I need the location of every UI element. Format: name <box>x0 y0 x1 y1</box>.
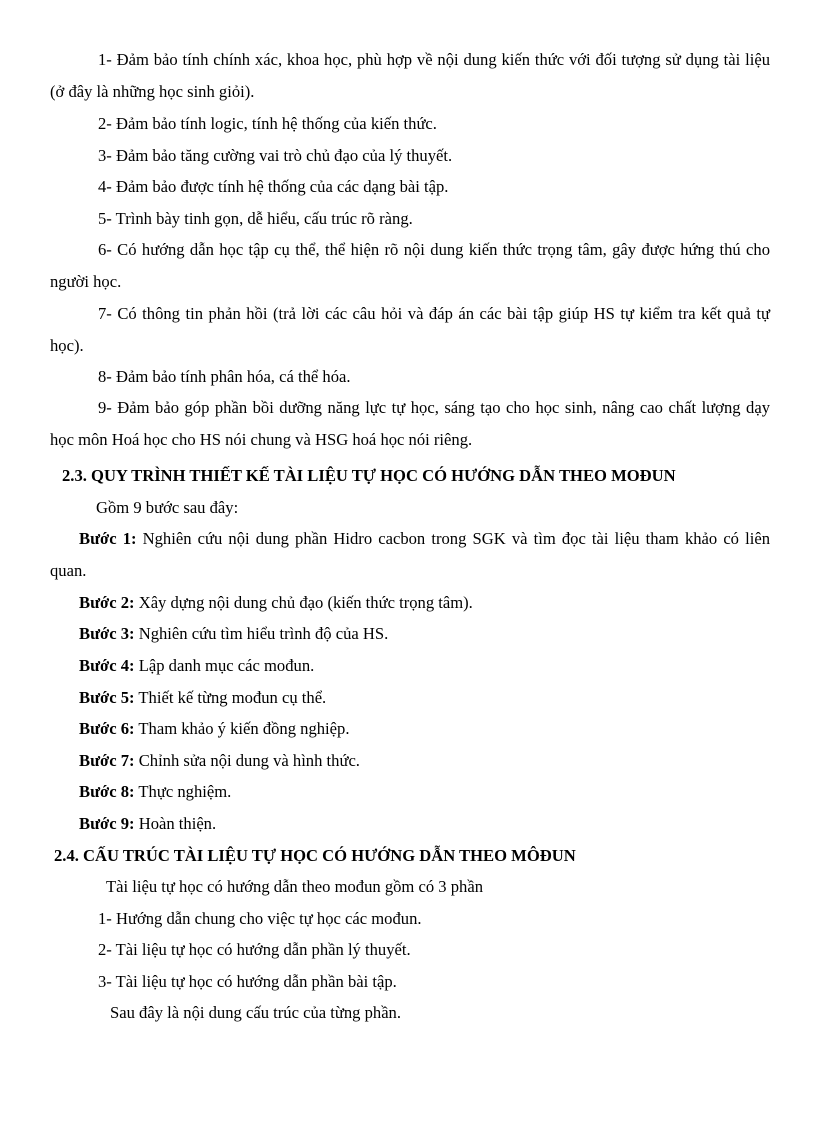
step-9 <box>79 808 216 840</box>
criterion-8: 8- Đảm bảo tính phân hóa, cá thể hóa. <box>98 367 351 386</box>
step-label: Bước 5: <box>79 688 135 707</box>
step-text: Xây dựng nội dung chủ đạo (kiến thức trọng tâm). <box>134 593 473 612</box>
step-text: Nghiên cứu tìm hiểu trình độ của HS. <box>134 624 389 643</box>
criterion-3: 3- Đảm bảo tăng cường vai trò chủ đạo của lý thuyết. <box>98 146 453 165</box>
step-label: Bước 7: <box>79 751 135 770</box>
step-text: Thực nghiệm. <box>134 782 232 801</box>
section-2-4-intro: Tài liệu tự học có hướng dẫn theo mođun gồm có 3 phần <box>106 877 483 896</box>
step-text: Thiết kế từng mođun cụ thể. <box>134 688 327 707</box>
section-2-4-heading: 2.4. CẤU TRÚC TÀI LIỆU TỰ HỌC CÓ HƯỚNG DẪN THEO MÔĐUN <box>54 846 576 865</box>
step-6 <box>79 713 349 745</box>
criterion-9: 9- Đảm bảo góp phần bồi dưỡng năng lực tự học, sáng tạo cho học sinh, nâng cao chất lượng dạy học môn Hoá học cho HS nói chung và HSG hoá học nói riêng. <box>50 398 770 449</box>
step-7 <box>79 745 360 777</box>
criterion-6: 6- Có hướng dẫn học tập cụ thể, thể hiện rõ nội dung kiến thức trọng tâm, gây được hứng thú cho người học. <box>50 240 770 291</box>
part-3: 3- Tài liệu tự học có hướng dẫn phần bài tập. <box>98 972 397 991</box>
criterion-7: 7- Có thông tin phản hồi (trả lời các câu hỏi và đáp án các bài tập giúp HS tự kiểm tra kết quả tự học). <box>50 304 770 355</box>
criterion-2: 2- Đảm bảo tính logic, tính hệ thống của kiến thức. <box>98 114 437 133</box>
step-label: Bước 8: <box>79 782 135 801</box>
step-5 <box>79 682 326 714</box>
step-text: Lập danh mục các mođun. <box>134 656 315 675</box>
section-2-3-heading: 2.3. QUY TRÌNH THIẾT KẾ TÀI LIỆU TỰ HỌC CÓ HƯỚNG DẪN THEO MOĐUN <box>62 466 676 485</box>
part-2: 2- Tài liệu tự học có hướng dẫn phần lý thuyết. <box>98 940 411 959</box>
step-text: Nghiên cứu nội dung phần Hidro cacbon trong SGK và tìm đọc tài liệu tham khảo có liên quan. <box>50 529 770 580</box>
step-8 <box>79 776 231 808</box>
step-text: Tham khảo ý kiến đồng nghiệp. <box>134 719 350 738</box>
step-label: Bước 6: <box>79 719 135 738</box>
step-4 <box>79 650 314 682</box>
step-label: Bước 3: <box>79 624 135 643</box>
section-2-4-outro: Sau đây là nội dung cấu trúc của từng phần. <box>110 1003 402 1022</box>
step-label: Bước 9: <box>79 814 135 833</box>
step-label: Bước 2: <box>79 593 135 612</box>
step-text: Chỉnh sửa nội dung và hình thức. <box>134 751 360 770</box>
step-2 <box>79 587 473 619</box>
step-1 <box>50 523 770 586</box>
part-1: 1- Hướng dẫn chung cho việc tự học các mođun. <box>98 909 422 928</box>
section-2-3-intro: Gồm 9 bước sau đây: <box>96 498 239 517</box>
step-label: Bước 1: <box>79 529 137 548</box>
step-label: Bước 4: <box>79 656 135 675</box>
criterion-4: 4- Đảm bảo được tính hệ thống của các dạng bài tập. <box>98 177 449 196</box>
criterion-1: 1- Đảm bảo tính chính xác, khoa học, phù hợp về nội dung kiến thức với đối tượng sử dụng tài liệu (ở đây là những học sinh giỏi). <box>50 50 770 101</box>
criterion-5: 5- Trình bày tinh gọn, dễ hiểu, cấu trúc rõ ràng. <box>98 209 413 228</box>
step-text: Hoàn thiện. <box>134 814 217 833</box>
step-3 <box>79 618 388 650</box>
